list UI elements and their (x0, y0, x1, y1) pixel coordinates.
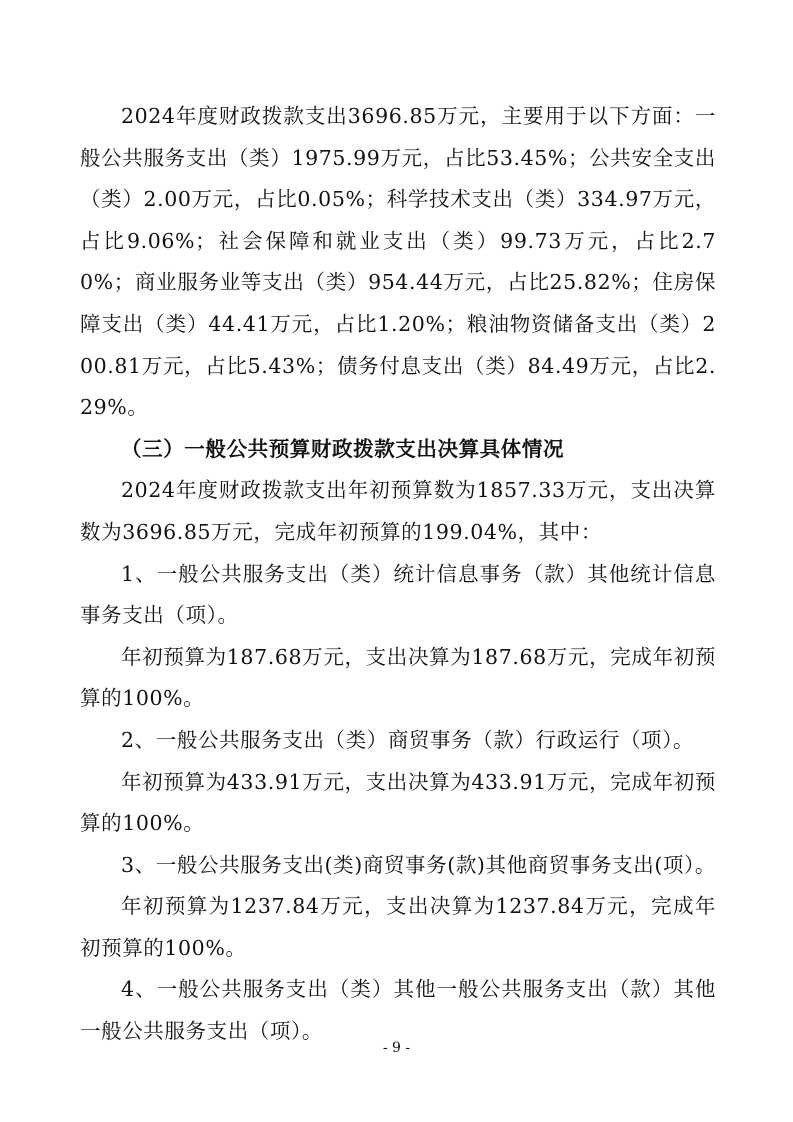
paragraph-item-1-detail: 年初预算为187.68万元，支出决算为187.68万元，完成年初预算的100%。 (80, 644, 716, 711)
section-heading-general-budget: （三）一般公共预算财政拨款支出决算具体情况 (121, 436, 565, 461)
paragraph-item-3-detail: 年初预算为1237.84万元，支出决算为1237.84万元，完成年初预算的100%。 (80, 894, 716, 960)
document-body (80, 96, 716, 1053)
paragraph-expenditure-summary: 2024年度财政拨款支出3696.85万元，主要用于以下方面：一般公共服务支出（类）1975.99万元，占比53.45%；公共安全支出（类）2.00万元，占比0.05%；科学技术支出（类）334.97万元，占比9.06%；社会保障和就业支出（类）99.73万元，占比2.70%；商业服务业等支出（类）954.44万元，占比25.82%；住房保障支出（类）44.41万元，占比1.20%；粮油物资储备支出（类）200.81万元，占比5.43%；债务付息支出（类）84.49万元，占比2.29%。 (80, 104, 716, 420)
paragraph-item-4-title: 4、一般公共服务支出（类）其他一般公共服务支出（款）其他一般公共服务支出（项）。 (80, 977, 716, 1044)
page-number: - 9 - (382, 1040, 411, 1056)
paragraph-budget-completion: 2024年度财政拨款支出年初预算数为1857.33万元，支出决算数为3696.85万元，完成年初预算的199.04%，其中： (80, 478, 716, 544)
paragraph-item-1-title: 1、一般公共服务支出（类）统计信息事务（款）其他统计信息事务支出（项）。 (80, 561, 716, 628)
paragraph-item-2-detail: 年初预算为433.91万元，支出决算为433.91万元，完成年初预算的100%。 (80, 769, 716, 836)
paragraph-item-2-title: 2、一般公共服务支出（类）商贸事务（款）行政运行（项）。 (121, 727, 695, 752)
paragraph-item-3-title: 3、一般公共服务支出(类)商贸事务(款)其他商贸事务支出(项）。 (121, 852, 716, 877)
